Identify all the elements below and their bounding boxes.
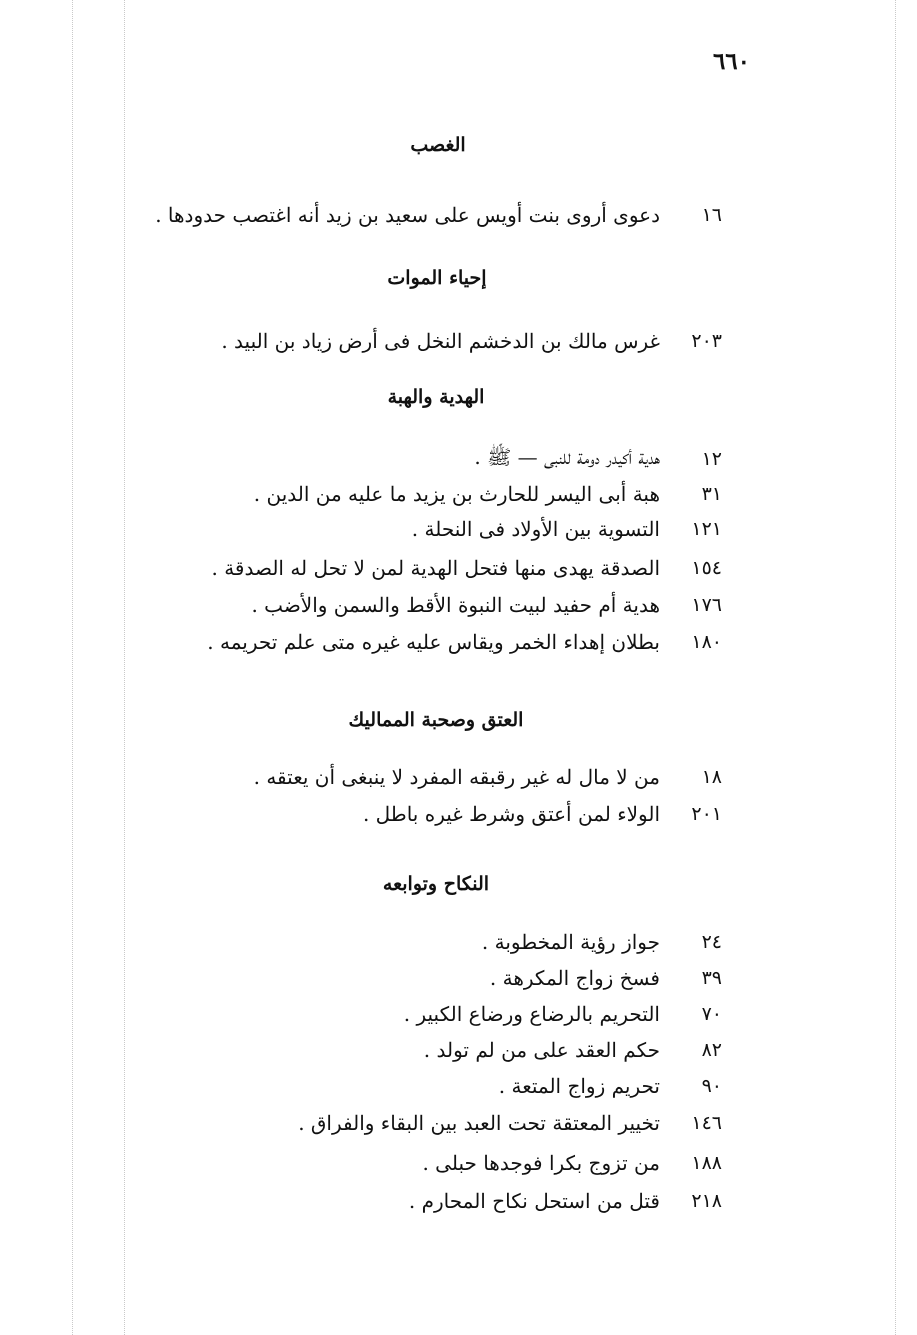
entry-page-number: ٣٩ [701,967,722,989]
entry-text: تحريم زواج المتعة . [498,1074,660,1098]
entry-text: تخيير المعتقة تحت العبد بين البقاء والفراق . [298,1111,660,1135]
entry-text: بطلان إهداء الخمر ويقاس عليه غيره متى علم تحريمه . [207,630,660,654]
section-title-ghasb: الغصب [410,134,466,156]
entry-text: قتل من استحل نكاح المحارم . [408,1189,660,1213]
index-entry [102,512,722,546]
entry-text: دعوى أروى بنت أويس على سعيد بن زيد أنه اغتصب حدودها . [155,203,660,227]
entry-page-number: ١٦ [701,204,722,226]
index-entry [102,760,722,794]
entry-text: حكم العقد على من لم تولد . [423,1038,660,1062]
entry-page-number: ٢٠٣ [691,330,722,352]
entry-text: هدية أكيدر دومة للنبى — ﷺ . [474,444,660,469]
entry-text: من تزوج بكرا فوجدها حبلى . [422,1151,660,1175]
entry-page-number: ١٨٠ [691,631,722,653]
entry-page-number: ٧٠ [701,1003,722,1025]
index-entry [102,797,722,831]
entry-text: من لا مال له غير رقبقه المفرد لا ينبغى أن يعتقه . [253,765,660,789]
entry-page-number: ٩٠ [701,1075,722,1097]
index-entry [102,1146,722,1180]
entry-text: هدية أم حفيد لبيت النبوة الأقط والسمن والأضب . [251,593,660,617]
index-entry [102,477,722,511]
section-title-itq-wa-suhbat-al-mamalik: العتق وصحبة المماليك [348,709,524,731]
section-title-ihya-al-mawat: إحياء الموات [387,267,487,289]
index-entry [102,1033,722,1067]
index-entry [102,1069,722,1103]
index-entry [102,442,722,476]
index-entry [102,551,722,585]
index-entry [102,625,722,659]
entry-page-number: ١٢ [701,448,722,470]
entry-text: التحريم بالرضاع ورضاع الكبير . [403,1002,660,1026]
page-number: ٦٦٠ [712,48,750,75]
index-entry [102,1184,722,1218]
index-entry [102,997,722,1031]
index-entry [102,198,722,232]
entry-page-number: ١٨ [701,766,722,788]
entry-page-number: ١٧٦ [691,594,722,616]
entry-text: الصدقة يهدى منها فتحل الهدية لمن لا تحل له الصدقة . [211,556,660,580]
scan-edge-line [895,0,896,1335]
index-entry [102,925,722,959]
entry-text: غرس مالك بن الدخشم النخل فى أرض زياد بن البيد . [221,329,660,353]
entry-text: الولاء لمن أعتق وشرط غيره باطل . [362,802,660,826]
index-entry [102,1106,722,1140]
index-entry [102,324,722,358]
scan-edge-line [72,0,73,1335]
entry-page-number: ٢٠١ [691,803,722,825]
entry-page-number: ١٨٨ [691,1152,722,1174]
section-title-hadiya-wal-hiba: الهدية والهبة [387,386,485,408]
section-title-nikah-wa-tawabi: النكاح وتوابعه [382,873,490,895]
entry-text: التسوية بين الأولاد فى النحلة . [411,517,660,541]
entry-page-number: ١٤٦ [691,1112,722,1134]
entry-page-number: ٢٤ [701,931,722,953]
entry-text: فسخ زواج المكرهة . [489,966,660,990]
entry-page-number: ١٥٤ [691,557,722,579]
entry-page-number: ٢١٨ [691,1190,722,1212]
entry-page-number: ٨٢ [701,1039,722,1061]
index-entry [102,588,722,622]
entry-text: جواز رؤية المخطوبة . [481,930,660,954]
entry-page-number: ٣١ [701,483,722,505]
entry-page-number: ١٢١ [691,518,722,540]
index-entry [102,961,722,995]
entry-text: هبة أبى اليسر للحارث بن يزيد ما عليه من الدين . [253,482,660,506]
